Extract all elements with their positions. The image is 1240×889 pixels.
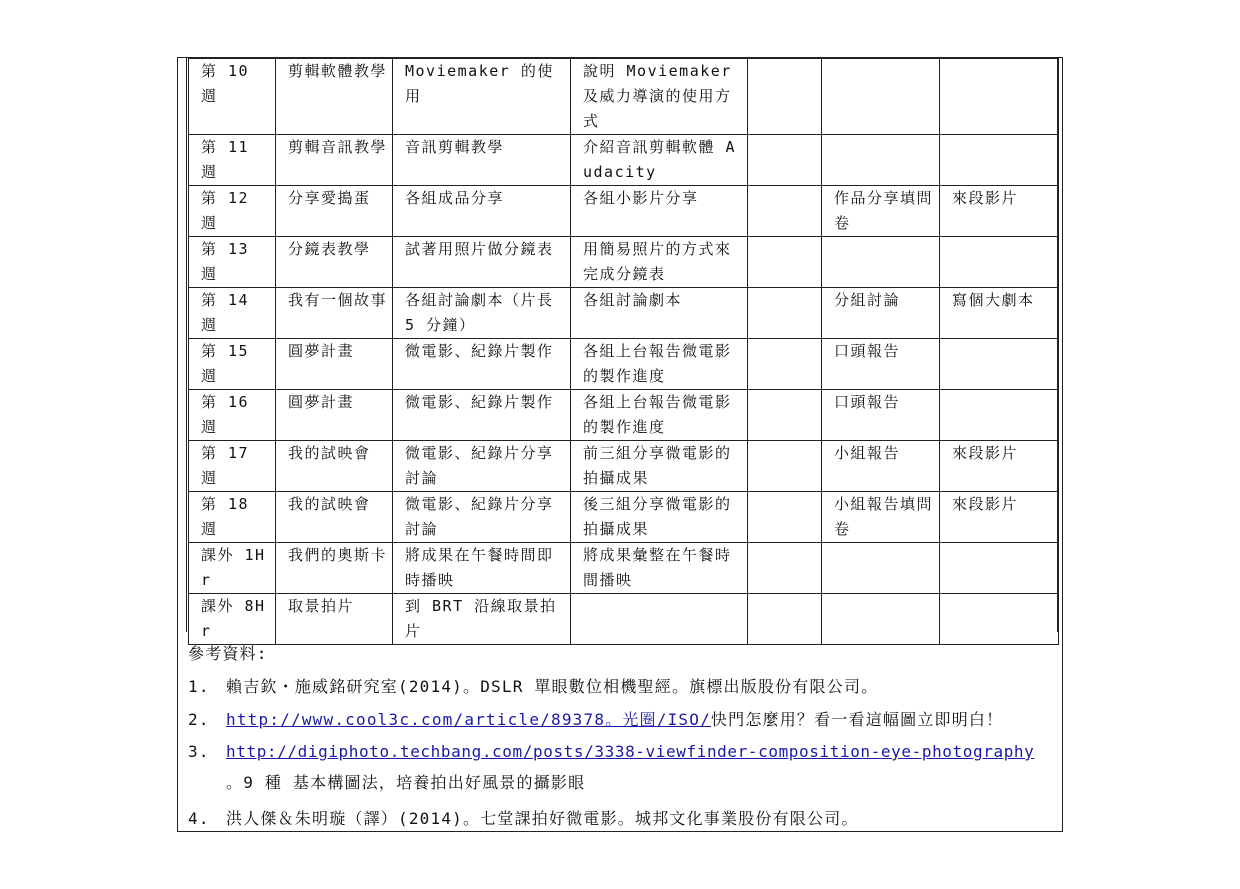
references-section	[188, 638, 1058, 835]
activity-cell	[571, 594, 748, 645]
references-title: 參考資料:	[188, 644, 268, 663]
homework-cell: 來段影片	[940, 186, 1059, 237]
assessment-cell: 分組討論	[822, 288, 940, 339]
activity-cell: 前三組分享微電影的拍攝成果	[571, 441, 748, 492]
assessment-cell: 小組報告填問卷	[822, 492, 940, 543]
week-cell: 第 14 週	[189, 288, 276, 339]
homework-cell: 來段影片	[940, 441, 1059, 492]
blank-cell	[748, 390, 822, 441]
topic-cell: 我們的奧斯卡	[276, 543, 393, 594]
reference-item-1	[188, 670, 1058, 703]
reference-link[interactable]: http://digiphoto.techbang.com/posts/3338-viewfinder-composition-eye-photography	[226, 742, 1035, 761]
assessment-cell	[822, 594, 940, 645]
table-left-rule	[186, 57, 187, 632]
topic-cell: 剪輯軟體教學	[276, 59, 393, 135]
reference-text: 。9 種 基本構圖法，培養拍出好風景的攝影眼	[226, 773, 586, 792]
activity-cell: 說明 Moviemaker 及威力導演的使用方式	[571, 59, 748, 135]
activity-cell: 各組討論劇本	[571, 288, 748, 339]
reference-text: 洪人傑＆朱明璇（譯）(2014)。七堂課拍好微電影。城邦文化事業股份有限公司。	[226, 809, 859, 828]
homework-cell	[940, 59, 1059, 135]
homework-cell	[940, 543, 1059, 594]
reference-number: 4.	[188, 809, 210, 828]
topic-cell: 分享愛搗蛋	[276, 186, 393, 237]
blank-cell	[748, 339, 822, 390]
week-cell: 第 13 週	[189, 237, 276, 288]
homework-cell	[940, 594, 1059, 645]
table-row	[189, 441, 1059, 492]
reference-item-2	[188, 703, 1058, 736]
content-cell: 試著用照片做分鏡表	[393, 237, 571, 288]
assessment-cell	[822, 543, 940, 594]
table-row	[189, 186, 1059, 237]
homework-cell: 寫個大劇本	[940, 288, 1059, 339]
topic-cell: 圓夢計畫	[276, 339, 393, 390]
table-row	[189, 135, 1059, 186]
content-cell: 音訊剪輯教學	[393, 135, 571, 186]
topic-cell: 剪輯音訊教學	[276, 135, 393, 186]
content-cell: 微電影、紀錄片製作	[393, 390, 571, 441]
week-cell: 第 15 週	[189, 339, 276, 390]
reference-link[interactable]: http://www.cool3c.com/article/89378。光圈/ISO/	[226, 710, 711, 729]
schedule-body	[189, 59, 1059, 645]
table-row	[189, 390, 1059, 441]
blank-cell	[748, 492, 822, 543]
activity-cell: 後三組分享微電影的拍攝成果	[571, 492, 748, 543]
table-row	[189, 339, 1059, 390]
table-row	[189, 288, 1059, 339]
week-cell: 第 16 週	[189, 390, 276, 441]
blank-cell	[748, 237, 822, 288]
assessment-cell: 口頭報告	[822, 390, 940, 441]
assessment-cell	[822, 237, 940, 288]
content-cell: 各組成品分享	[393, 186, 571, 237]
topic-cell: 取景拍片	[276, 594, 393, 645]
reference-number: 2.	[188, 710, 210, 729]
table-row	[189, 237, 1059, 288]
reference-text: 賴吉欽・施威銘研究室(2014)。DSLR 單眼數位相機聖經。旗標出版股份有限公司。	[226, 677, 879, 696]
activity-cell: 將成果彙整在午餐時間播映	[571, 543, 748, 594]
content-cell: 微電影、紀錄片分享討論	[393, 492, 571, 543]
homework-cell	[940, 135, 1059, 186]
topic-cell: 圓夢計畫	[276, 390, 393, 441]
table-row	[189, 543, 1059, 594]
activity-cell: 介紹音訊剪輯軟體 Audacity	[571, 135, 748, 186]
reference-item-3	[188, 736, 1058, 767]
week-cell: 課外 1Hr	[189, 543, 276, 594]
assessment-cell: 口頭報告	[822, 339, 940, 390]
content-cell: 各組討論劇本（片長 5 分鐘）	[393, 288, 571, 339]
assessment-cell	[822, 135, 940, 186]
blank-cell	[748, 186, 822, 237]
blank-cell	[748, 135, 822, 186]
content-cell: 微電影、紀錄片製作	[393, 339, 571, 390]
activity-cell: 各組上台報告微電影的製作進度	[571, 390, 748, 441]
schedule-table	[188, 58, 1059, 645]
homework-cell: 來段影片	[940, 492, 1059, 543]
topic-cell: 我的試映會	[276, 441, 393, 492]
week-cell: 第 12 週	[189, 186, 276, 237]
activity-cell: 各組小影片分享	[571, 186, 748, 237]
week-cell: 第 18 週	[189, 492, 276, 543]
blank-cell	[748, 594, 822, 645]
week-cell: 第 11 週	[189, 135, 276, 186]
blank-cell	[748, 59, 822, 135]
content-cell: Moviemaker 的使用	[393, 59, 571, 135]
reference-item-4	[188, 802, 1058, 835]
activity-cell: 各組上台報告微電影的製作進度	[571, 339, 748, 390]
blank-cell	[748, 441, 822, 492]
reference-text: 快門怎麼用？看一看這幅圖立即明白！	[710, 710, 1004, 729]
reference-number: 1.	[188, 677, 210, 696]
week-cell: 課外 8Hr	[189, 594, 276, 645]
activity-cell: 用簡易照片的方式來完成分鏡表	[571, 237, 748, 288]
week-cell: 第 17 週	[189, 441, 276, 492]
blank-cell	[748, 543, 822, 594]
assessment-cell: 作品分享填問卷	[822, 186, 940, 237]
content-cell: 將成果在午餐時間即時播映	[393, 543, 571, 594]
topic-cell: 我有一個故事	[276, 288, 393, 339]
topic-cell: 分鏡表教學	[276, 237, 393, 288]
topic-cell: 我的試映會	[276, 492, 393, 543]
homework-cell	[940, 237, 1059, 288]
assessment-cell: 小組報告	[822, 441, 940, 492]
week-cell: 第 10 週	[189, 59, 276, 135]
homework-cell	[940, 339, 1059, 390]
content-cell: 微電影、紀錄片分享討論	[393, 441, 571, 492]
reference-number: 3.	[188, 742, 210, 761]
assessment-cell	[822, 59, 940, 135]
table-row	[189, 594, 1059, 645]
homework-cell	[940, 390, 1059, 441]
content-cell: 到 BRT 沿線取景拍片	[393, 594, 571, 645]
table-row	[189, 492, 1059, 543]
table-row	[189, 59, 1059, 135]
blank-cell	[748, 288, 822, 339]
